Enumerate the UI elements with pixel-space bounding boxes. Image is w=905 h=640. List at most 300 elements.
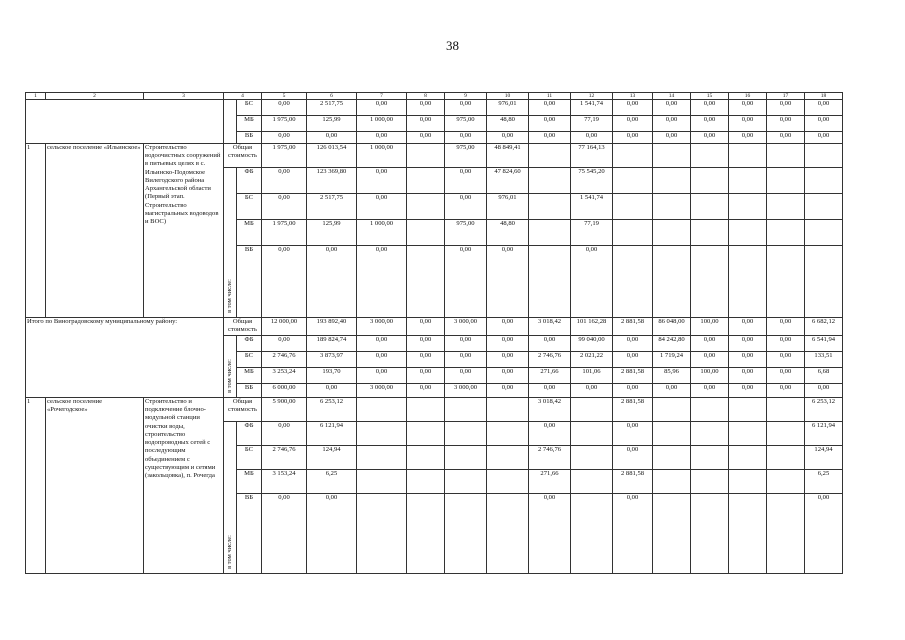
value-cell: 0,00 (445, 368, 487, 384)
value-cell: 2 881,58 (613, 398, 653, 422)
column-number: 5 (262, 93, 307, 100)
column-number: 1 (26, 93, 46, 100)
value-cell (613, 194, 653, 220)
value-cell: 0,00 (357, 194, 407, 220)
value-cell: 0,00 (691, 352, 729, 368)
value-cell: 0,00 (767, 352, 805, 368)
value-cell (357, 398, 407, 422)
value-cell: 0,00 (307, 384, 357, 398)
value-cell (357, 494, 407, 574)
value-cell: 0,00 (691, 132, 729, 144)
value-cell: 77,19 (571, 220, 613, 246)
value-cell: 0,00 (445, 168, 487, 194)
value-cell (529, 194, 571, 220)
value-cell (487, 494, 529, 574)
value-cell: 0,00 (613, 384, 653, 398)
value-cell: 6,25 (805, 470, 843, 494)
value-cell: 48 849,41 (487, 144, 529, 168)
value-cell: 2 881,58 (613, 470, 653, 494)
value-cell: 101 162,28 (571, 318, 613, 336)
value-cell: 0,00 (767, 384, 805, 398)
value-cell (487, 398, 529, 422)
column-number: 18 (805, 93, 843, 100)
value-cell: 1 975,00 (262, 144, 307, 168)
value-cell: 0,00 (613, 116, 653, 132)
value-cell: 0,00 (767, 100, 805, 116)
value-cell: 0,00 (487, 246, 529, 318)
value-cell: 99 040,00 (571, 336, 613, 352)
value-cell: 2 746,76 (262, 352, 307, 368)
value-cell (653, 168, 691, 194)
column-number: 16 (729, 93, 767, 100)
in-total-vertical-label (224, 168, 237, 318)
value-cell: 3 018,42 (529, 318, 571, 336)
value-cell (613, 246, 653, 318)
fund-source-label: ВБ (237, 494, 262, 574)
value-cell: 1 000,00 (357, 220, 407, 246)
value-cell (653, 422, 691, 446)
project-description: Строительство водоочистных сооружений в питьевых целях в с. Ильинско-Подомское Вилегодского района Архангельской области (Первый этап. Строительство магистральных водоводов и ВОС) (144, 144, 224, 318)
value-cell: 3 000,00 (445, 318, 487, 336)
value-cell: 0,00 (407, 116, 445, 132)
value-cell: 975,00 (445, 144, 487, 168)
total-cost-label: Общая стоимость (224, 398, 262, 422)
value-cell (357, 422, 407, 446)
value-cell (653, 144, 691, 168)
value-cell: 0,00 (767, 116, 805, 132)
value-cell: 0,00 (767, 132, 805, 144)
value-cell: 0,00 (571, 246, 613, 318)
value-cell (691, 470, 729, 494)
value-cell (729, 220, 767, 246)
value-cell: 0,00 (357, 168, 407, 194)
value-cell: 0,00 (529, 100, 571, 116)
value-cell (653, 494, 691, 574)
value-cell (571, 422, 613, 446)
value-cell: 2 517,75 (307, 100, 357, 116)
value-cell: 0,00 (805, 132, 843, 144)
value-cell (767, 144, 805, 168)
fund-source-label: ФБ (237, 422, 262, 446)
value-cell: 0,00 (357, 368, 407, 384)
value-cell (767, 194, 805, 220)
value-cell (691, 494, 729, 574)
value-cell: 0,00 (729, 352, 767, 368)
value-cell (729, 246, 767, 318)
value-cell: 6 000,00 (262, 384, 307, 398)
value-cell: 6 253,12 (307, 398, 357, 422)
fund-source-label: ФБ (237, 168, 262, 194)
value-cell: 77,19 (571, 116, 613, 132)
fund-source-label: БС (237, 194, 262, 220)
value-cell: 0,00 (729, 132, 767, 144)
value-cell: 271,66 (529, 470, 571, 494)
value-cell: 0,00 (407, 384, 445, 398)
fund-source-label: ФБ (237, 336, 262, 352)
value-cell: 1 541,74 (571, 100, 613, 116)
value-cell: 2 881,58 (613, 318, 653, 336)
column-number: 13 (613, 93, 653, 100)
value-cell: 48,80 (487, 116, 529, 132)
column-number: 14 (653, 93, 691, 100)
value-cell: 3 153,24 (262, 470, 307, 494)
value-cell (445, 494, 487, 574)
value-cell (767, 246, 805, 318)
value-cell: 0,00 (767, 368, 805, 384)
table-row (26, 398, 881, 422)
value-cell (691, 246, 729, 318)
value-cell: 6 121,94 (307, 422, 357, 446)
value-cell: 0,00 (307, 132, 357, 144)
column-number: 10 (487, 93, 529, 100)
value-cell: 0,00 (407, 368, 445, 384)
value-cell: 133,51 (805, 352, 843, 368)
fund-source-label: БС (237, 446, 262, 470)
value-cell: 0,00 (357, 336, 407, 352)
fund-source-label: МБ (237, 470, 262, 494)
value-cell: 6 253,12 (805, 398, 843, 422)
value-cell (487, 446, 529, 470)
value-cell: 3 018,42 (529, 398, 571, 422)
value-cell: 2 746,76 (529, 446, 571, 470)
value-cell: 0,00 (262, 336, 307, 352)
value-cell (767, 494, 805, 574)
value-cell (445, 422, 487, 446)
value-cell: 0,00 (729, 368, 767, 384)
value-cell (767, 446, 805, 470)
value-cell (729, 144, 767, 168)
table-row (26, 100, 881, 116)
column-number: 15 (691, 93, 729, 100)
fund-source-label: ВБ (237, 246, 262, 318)
value-cell (571, 470, 613, 494)
value-cell: 0,00 (613, 494, 653, 574)
value-cell: 0,00 (307, 246, 357, 318)
value-cell: 0,00 (613, 422, 653, 446)
table-row (26, 144, 881, 168)
value-cell: 0,00 (691, 116, 729, 132)
value-cell: 0,00 (407, 132, 445, 144)
value-cell (691, 422, 729, 446)
value-cell (407, 144, 445, 168)
value-cell: 0,00 (307, 494, 357, 574)
value-cell: 0,00 (529, 116, 571, 132)
total-label: Итого по Виноградовскому муниципальному району: (26, 318, 224, 398)
column-number: 12 (571, 93, 613, 100)
value-cell (729, 168, 767, 194)
value-cell: 85,96 (653, 368, 691, 384)
value-cell (613, 220, 653, 246)
value-cell: 0,00 (357, 100, 407, 116)
value-cell: 189 824,74 (307, 336, 357, 352)
value-cell: 0,00 (729, 116, 767, 132)
value-cell (729, 398, 767, 422)
value-cell: 271,66 (529, 368, 571, 384)
value-cell (571, 494, 613, 574)
value-cell: 0,00 (262, 132, 307, 144)
value-cell (487, 422, 529, 446)
value-cell: 75 545,20 (571, 168, 613, 194)
value-cell (571, 398, 613, 422)
value-cell: 0,00 (487, 368, 529, 384)
value-cell (805, 220, 843, 246)
value-cell: 0,00 (529, 494, 571, 574)
table-row (26, 318, 881, 336)
total-cost-label: Общая стоимость (224, 144, 262, 168)
fund-source-label: МБ (237, 368, 262, 384)
value-cell (767, 168, 805, 194)
in-total-text: в том числе: (225, 279, 233, 313)
value-cell (445, 446, 487, 470)
value-cell: 0,00 (487, 318, 529, 336)
value-cell: 6,25 (307, 470, 357, 494)
value-cell (729, 494, 767, 574)
value-cell (805, 144, 843, 168)
continuation-empty-cell (224, 100, 237, 144)
value-cell: 0,00 (445, 246, 487, 318)
value-cell (767, 422, 805, 446)
value-cell: 125,99 (307, 116, 357, 132)
value-cell: 0,00 (613, 132, 653, 144)
value-cell: 0,00 (613, 336, 653, 352)
fund-source-label: БС (237, 100, 262, 116)
value-cell (445, 398, 487, 422)
value-cell: 0,00 (653, 100, 691, 116)
value-cell (691, 398, 729, 422)
value-cell (613, 168, 653, 194)
value-cell (653, 398, 691, 422)
value-cell: 0,00 (262, 246, 307, 318)
value-cell: 77 164,13 (571, 144, 613, 168)
value-cell: 0,00 (445, 352, 487, 368)
value-cell: 0,00 (691, 336, 729, 352)
value-cell: 0,00 (487, 336, 529, 352)
value-cell: 0,00 (529, 132, 571, 144)
value-cell (767, 220, 805, 246)
value-cell (691, 194, 729, 220)
column-number: 11 (529, 93, 571, 100)
value-cell (729, 446, 767, 470)
value-cell: 0,00 (357, 246, 407, 318)
page-number: 38 (446, 38, 459, 53)
value-cell: 0,00 (487, 132, 529, 144)
value-cell: 0,00 (445, 100, 487, 116)
value-cell: 5 900,00 (262, 398, 307, 422)
table-row (26, 93, 881, 100)
value-cell: 0,00 (653, 132, 691, 144)
value-cell: 124,94 (307, 446, 357, 470)
value-cell: 100,00 (691, 318, 729, 336)
value-cell (357, 470, 407, 494)
in-total-text: в том числе: (225, 359, 233, 393)
column-number: 9 (445, 93, 487, 100)
value-cell (487, 470, 529, 494)
value-cell: 1 000,00 (357, 116, 407, 132)
value-cell (653, 220, 691, 246)
value-cell: 0,00 (691, 100, 729, 116)
value-cell: 0,00 (571, 132, 613, 144)
value-cell (653, 446, 691, 470)
value-cell: 0,00 (357, 352, 407, 368)
value-cell: 0,00 (613, 352, 653, 368)
value-cell: 1 000,00 (357, 144, 407, 168)
value-cell: 0,00 (262, 168, 307, 194)
value-cell: 84 242,80 (653, 336, 691, 352)
value-cell: 0,00 (262, 494, 307, 574)
value-cell: 123 369,80 (307, 168, 357, 194)
value-cell: 47 824,60 (487, 168, 529, 194)
value-cell: 1 975,00 (262, 220, 307, 246)
value-cell: 0,00 (445, 132, 487, 144)
value-cell (613, 144, 653, 168)
value-cell (407, 168, 445, 194)
value-cell: 975,00 (445, 116, 487, 132)
value-cell: 6,68 (805, 368, 843, 384)
value-cell: 12 000,00 (262, 318, 307, 336)
value-cell (767, 470, 805, 494)
value-cell: 0,00 (805, 494, 843, 574)
value-cell: 1 975,00 (262, 116, 307, 132)
column-number: 17 (767, 93, 805, 100)
value-cell: 3 873,97 (307, 352, 357, 368)
fund-source-label: ВБ (237, 132, 262, 144)
value-cell (729, 194, 767, 220)
value-cell: 2 881,58 (613, 368, 653, 384)
value-cell: 0,00 (262, 100, 307, 116)
value-cell (529, 144, 571, 168)
value-cell: 3 000,00 (357, 384, 407, 398)
column-number: 2 (46, 93, 144, 100)
in-total-vertical-label (224, 336, 237, 398)
fund-source-label: БС (237, 352, 262, 368)
value-cell: 976,01 (487, 100, 529, 116)
value-cell: 2 517,75 (307, 194, 357, 220)
value-cell: 3 253,24 (262, 368, 307, 384)
value-cell: 0,00 (729, 100, 767, 116)
value-cell (407, 220, 445, 246)
in-total-text: в том числе: (225, 535, 233, 569)
value-cell: 0,00 (529, 422, 571, 446)
value-cell: 125,99 (307, 220, 357, 246)
value-cell (691, 144, 729, 168)
value-cell (805, 194, 843, 220)
financing-table (25, 92, 881, 574)
value-cell: 0,00 (805, 100, 843, 116)
value-cell: 0,00 (262, 194, 307, 220)
value-cell: 0,00 (729, 384, 767, 398)
value-cell (407, 470, 445, 494)
value-cell: 0,00 (653, 384, 691, 398)
value-cell (407, 494, 445, 574)
value-cell: 124,94 (805, 446, 843, 470)
value-cell (729, 470, 767, 494)
value-cell: 6 682,12 (805, 318, 843, 336)
value-cell: 86 048,00 (653, 318, 691, 336)
value-cell: 6 121,94 (805, 422, 843, 446)
value-cell: 1 541,74 (571, 194, 613, 220)
value-cell: 0,00 (262, 422, 307, 446)
value-cell: 48,80 (487, 220, 529, 246)
row-number: 1 (26, 398, 46, 574)
value-cell (407, 246, 445, 318)
column-number: 7 (357, 93, 407, 100)
value-cell (691, 168, 729, 194)
value-cell (691, 220, 729, 246)
fund-source-label: МБ (237, 116, 262, 132)
value-cell: 193 892,40 (307, 318, 357, 336)
value-cell: 0,00 (407, 100, 445, 116)
value-cell: 0,00 (767, 336, 805, 352)
in-total-vertical-label (224, 422, 237, 574)
column-number: 3 (144, 93, 224, 100)
value-cell (357, 446, 407, 470)
settlement-name: сельское поселение «Рочегодское» (46, 398, 144, 574)
value-cell: 3 000,00 (357, 318, 407, 336)
value-cell: 0,00 (729, 318, 767, 336)
value-cell (529, 220, 571, 246)
value-cell (529, 168, 571, 194)
value-cell (571, 446, 613, 470)
settlement-name: сельское поселение «Ильинское» (46, 144, 144, 318)
value-cell (805, 246, 843, 318)
value-cell: 0,00 (529, 336, 571, 352)
continuation-empty-cell (26, 100, 224, 144)
value-cell: 0,00 (407, 318, 445, 336)
project-description: Строительство и подключение блочно-модульной станции очистки воды, строительство водопроводных сетей с последующим объединением с существующим и сетями (закольцовка), п. Рочегда (144, 398, 224, 574)
value-cell (529, 246, 571, 318)
value-cell: 0,00 (445, 336, 487, 352)
fund-source-label: ВБ (237, 384, 262, 398)
value-cell (445, 470, 487, 494)
total-cost-label: Общая стоимость (224, 318, 262, 336)
value-cell: 100,00 (691, 368, 729, 384)
value-cell: 976,01 (487, 194, 529, 220)
value-cell: 0,00 (729, 336, 767, 352)
value-cell (653, 470, 691, 494)
value-cell: 0,00 (571, 384, 613, 398)
value-cell: 0,00 (691, 384, 729, 398)
value-cell: 975,00 (445, 220, 487, 246)
value-cell: 0,00 (407, 336, 445, 352)
value-cell (407, 398, 445, 422)
value-cell: 2 746,76 (529, 352, 571, 368)
value-cell: 2 746,76 (262, 446, 307, 470)
value-cell: 6 541,94 (805, 336, 843, 352)
row-number: 1 (26, 144, 46, 318)
value-cell (767, 398, 805, 422)
value-cell (653, 194, 691, 220)
value-cell (805, 168, 843, 194)
value-cell: 101,06 (571, 368, 613, 384)
value-cell: 0,00 (805, 384, 843, 398)
fund-source-label: МБ (237, 220, 262, 246)
value-cell: 0,00 (487, 352, 529, 368)
value-cell: 0,00 (445, 194, 487, 220)
value-cell: 0,00 (407, 352, 445, 368)
value-cell: 193,70 (307, 368, 357, 384)
value-cell: 1 719,24 (653, 352, 691, 368)
value-cell: 0,00 (613, 100, 653, 116)
value-cell: 0,00 (487, 384, 529, 398)
value-cell (653, 246, 691, 318)
column-number: 8 (407, 93, 445, 100)
value-cell: 126 013,54 (307, 144, 357, 168)
value-cell: 2 021,22 (571, 352, 613, 368)
value-cell (407, 422, 445, 446)
value-cell: 3 000,00 (445, 384, 487, 398)
value-cell: 0,00 (613, 446, 653, 470)
value-cell (729, 422, 767, 446)
